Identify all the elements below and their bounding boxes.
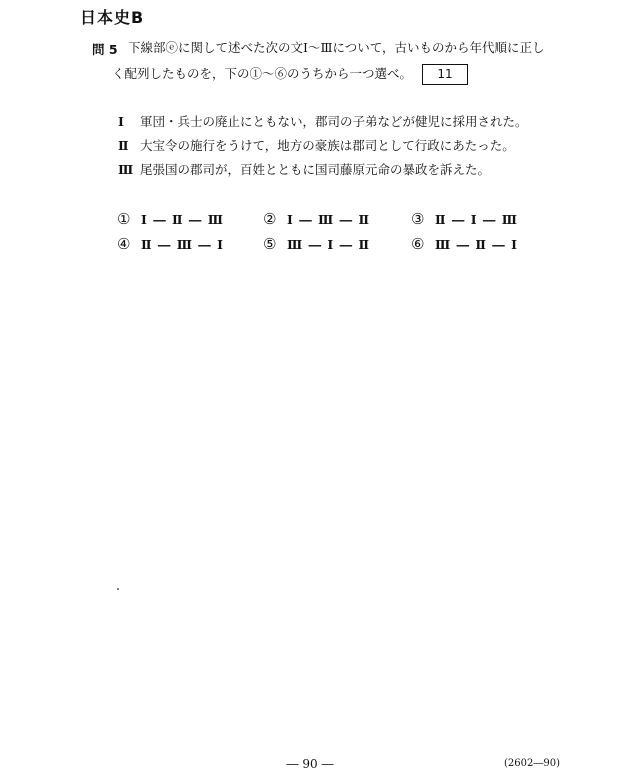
choice-mark: ⑤ (263, 235, 277, 253)
choice-sequence: Ⅲ ― Ⅰ ― Ⅱ (287, 237, 371, 252)
statement-text: 大宝令の施行をうけて，地方の豪族は郡司として行政にあたった。 (140, 138, 515, 153)
question-text-line2 (112, 64, 468, 85)
choice-4[interactable] (117, 236, 224, 253)
page-number: ― 90 ― (286, 757, 334, 771)
statement-numeral: Ⅱ (118, 138, 129, 153)
statement-3 (118, 162, 490, 178)
choice-mark: ⑥ (411, 235, 425, 253)
subject-title: 日本史B (80, 8, 145, 27)
choice-mark: ④ (117, 235, 131, 253)
choice-sequence: Ⅱ ― Ⅰ ― Ⅲ (435, 212, 519, 227)
question-text-line2-text: く配列したものを，下の①～⑥のうちから一つ選べ。 (112, 66, 413, 81)
question-text-line1: 下線部ⓔに関して述べた次の文Ⅰ～Ⅲについて，古いものから年代順に正し (128, 40, 545, 55)
choice-2[interactable] (263, 211, 370, 228)
choice-6[interactable] (411, 236, 518, 253)
choice-3[interactable] (411, 211, 518, 228)
question-label: 問 5 (92, 42, 118, 57)
answer-number-box: 11 (422, 64, 468, 85)
stray-mark (117, 588, 119, 590)
statement-text: 尾張国の郡司が，百姓とともに国司藤原元命の暴政を訴えた。 (140, 162, 491, 177)
statement-text: 軍団・兵士の廃止にともない，郡司の子弟などが健児に採用された。 (140, 114, 528, 129)
choice-sequence: Ⅰ ― Ⅲ ― Ⅱ (287, 212, 371, 227)
choice-1[interactable] (117, 211, 224, 228)
choice-sequence: Ⅰ ― Ⅱ ― Ⅲ (141, 212, 225, 227)
choice-sequence: Ⅲ ― Ⅱ ― Ⅰ (435, 237, 519, 252)
choice-sequence: Ⅱ ― Ⅲ ― Ⅰ (141, 237, 225, 252)
page-code: (2602―90) (504, 758, 560, 769)
choice-mark: ① (117, 210, 131, 228)
statement-numeral: Ⅰ (118, 114, 124, 129)
choice-mark: ② (263, 210, 277, 228)
statement-2 (118, 138, 515, 154)
statement-numeral: Ⅲ (118, 162, 134, 177)
statement-1 (118, 114, 528, 130)
choice-mark: ③ (411, 210, 425, 228)
choice-5[interactable] (263, 236, 370, 253)
